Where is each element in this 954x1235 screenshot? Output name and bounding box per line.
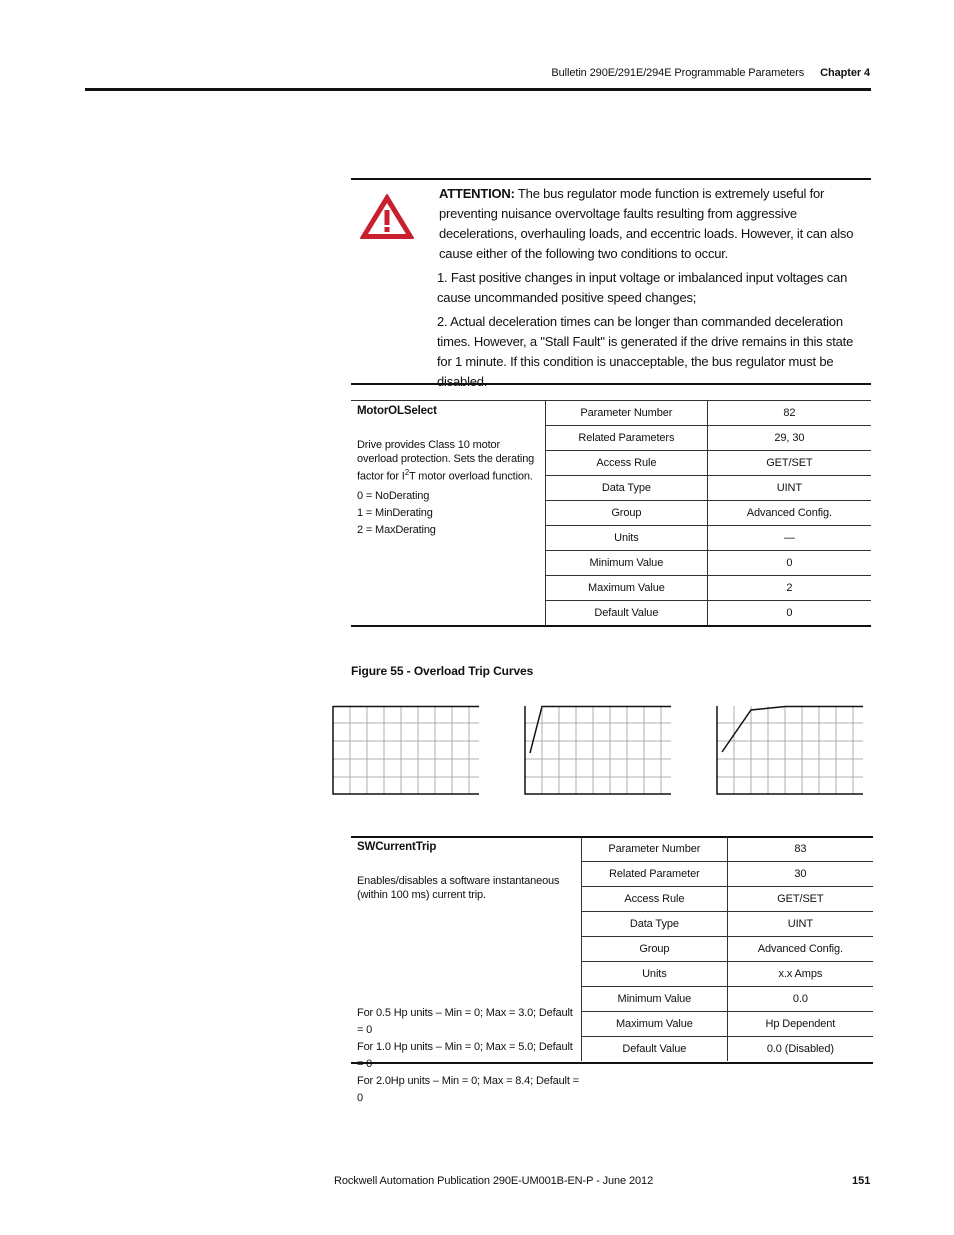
swcurrent-param-value: 83 bbox=[727, 837, 873, 862]
motorol-param-row bbox=[546, 576, 872, 601]
swcurrent-param-value: x.x Amps bbox=[727, 962, 873, 987]
swcurrent-param-row bbox=[582, 837, 874, 862]
swcurrent-param-key: Group bbox=[582, 937, 728, 962]
swcurrent-param-key: Minimum Value bbox=[582, 987, 728, 1012]
attention-label: ATTENTION: bbox=[439, 186, 515, 201]
swcurrent-description bbox=[357, 840, 579, 902]
trip-curve-no-derating bbox=[332, 705, 480, 796]
motorol-param-value: 29, 30 bbox=[707, 426, 871, 451]
motorol-param-value: UINT bbox=[707, 476, 871, 501]
swcurrent-param-key: Maximum Value bbox=[582, 1012, 728, 1037]
motorol-param-key: Access Rule bbox=[546, 451, 708, 476]
motorol-param-key: Maximum Value bbox=[546, 576, 708, 601]
figure-title: Figure 55 - Overload Trip Curves bbox=[351, 664, 534, 678]
motorol-param-row bbox=[546, 426, 872, 451]
motorol-param-key: Parameter Number bbox=[546, 401, 708, 426]
motorol-param-key: Related Parameters bbox=[546, 426, 708, 451]
swcurrent-param-value: Advanced Config. bbox=[727, 937, 873, 962]
swcurrent-param-key: Data Type bbox=[582, 912, 728, 937]
swcurrent-param-row bbox=[582, 1012, 874, 1037]
motorol-param-table bbox=[545, 401, 871, 625]
swcurrent-param-value: 0.0 (Disabled) bbox=[766, 1043, 834, 1055]
motorol-options bbox=[357, 488, 542, 539]
swcurrent-param-value: Hp Dependent bbox=[727, 1012, 873, 1037]
motorol-description bbox=[357, 404, 542, 539]
swcurrent-name: SWCurrentTrip bbox=[357, 841, 437, 853]
motorol-param-row bbox=[546, 526, 872, 551]
motorol-param-key: Minimum Value bbox=[546, 551, 708, 576]
motorol-param-key: Units bbox=[546, 526, 708, 551]
swcurrent-param-key: Default Value bbox=[582, 1037, 728, 1062]
motorol-param-row bbox=[546, 451, 872, 476]
swcurrent-param-row bbox=[582, 862, 874, 887]
swcurrent-param-row bbox=[582, 912, 874, 937]
motorol-option-0: 0 = NoDerating bbox=[357, 489, 430, 502]
motorol-param-row bbox=[546, 601, 872, 626]
motorol-desc-b: T motor overload function. bbox=[409, 470, 533, 483]
footer-publication: Rockwell Automation Publication 290E-UM001B-EN-P - June 2012 bbox=[334, 1175, 654, 1187]
swcurrent-param-row bbox=[582, 937, 874, 962]
swcurrent-param-row bbox=[582, 1037, 874, 1062]
swcurrent-param-value: GET/SET bbox=[727, 887, 873, 912]
attention-item-2: 2. Actual deceleration times can be longer than commanded deceleration times. However, a "Stall Fault" is generated if the drive remains in this state for 1 minute. If this condition is unacceptable, the bus regulator must be disabled. bbox=[437, 314, 854, 389]
swcurrent-param-key: Units bbox=[582, 962, 728, 987]
curve-line bbox=[530, 707, 671, 754]
swcurrent-param-row bbox=[582, 962, 874, 987]
header-rule bbox=[85, 88, 871, 91]
attention-text bbox=[439, 184, 869, 264]
motorol-param-key: Default Value bbox=[546, 601, 708, 626]
motorol-desc-sup: 2 bbox=[404, 468, 410, 477]
motorol-param-row bbox=[546, 501, 872, 526]
swcurrent-param-value: UINT bbox=[727, 912, 873, 937]
header-title: Bulletin 290E/291E/294E Programmable Parameters bbox=[551, 67, 805, 79]
motorol-param-key: Data Type bbox=[546, 476, 708, 501]
motorol-param-value: 2 bbox=[707, 576, 871, 601]
motorol-desc-a: Drive provides Class 10 motor overload protection. Sets the derating factor for I bbox=[357, 439, 535, 483]
attention-body: The bus regulator mode function is extremely useful for preventing nuisance overvoltage faults resulting from aggressive decelerations, overhauling loads, and eccentric loads. However, it can also cause either of the following two conditions to occur. bbox=[439, 186, 854, 261]
swcurrent-notes bbox=[357, 1005, 581, 1107]
motorol-param-value: 0 bbox=[786, 607, 793, 619]
motorol-option-1: 1 = MinDerating bbox=[357, 506, 433, 519]
header-chapter: Chapter 4 bbox=[820, 67, 870, 79]
motorol-param-row bbox=[546, 476, 872, 501]
swcurrent-param-key: Access Rule bbox=[582, 887, 728, 912]
swcurrent-param-table bbox=[581, 837, 873, 1061]
warning-triangle-icon bbox=[359, 192, 415, 240]
motorol-name: MotorOLSelect bbox=[357, 405, 437, 417]
trip-curve-min-derating bbox=[524, 705, 672, 796]
swcurrent-param-row bbox=[582, 987, 874, 1012]
motorol-param-row bbox=[546, 551, 872, 576]
swcurrent-desc: Enables/disables a software instantaneous (within 100 ms) current trip. bbox=[357, 875, 560, 901]
motorol-param-value: 82 bbox=[707, 401, 871, 426]
motorol-param-value: — bbox=[707, 526, 871, 551]
swcurrent-param-row bbox=[582, 887, 874, 912]
swcurrent-note-3: For 2.0Hp units – Min = 0; Max = 8.4; Default = 0 bbox=[357, 1075, 579, 1104]
swcurrent-note-2: For 1.0 Hp units – Min = 0; Max = 5.0; Default = 0 bbox=[357, 1041, 573, 1070]
motorol-param-value: Advanced Config. bbox=[707, 501, 871, 526]
swcurrent-param-value: 30 bbox=[727, 862, 873, 887]
motorol-param-value: 0 bbox=[707, 551, 871, 576]
trip-curve-max-derating bbox=[716, 705, 864, 796]
motorol-param-key: Group bbox=[546, 501, 708, 526]
page-number: 151 bbox=[852, 1175, 871, 1187]
swcurrent-param-key: Parameter Number bbox=[582, 837, 728, 862]
motorol-desc bbox=[357, 438, 542, 484]
curve-line bbox=[722, 707, 863, 753]
attention-item-1: 1. Fast positive changes in input voltage or imbalanced input voltages can cause uncommanded positive speed changes; bbox=[437, 270, 848, 305]
swcurrent-note-1: For 0.5 Hp units – Min = 0; Max = 3.0; Default = 0 bbox=[357, 1007, 573, 1036]
motorol-option-2: 2 = MaxDerating bbox=[357, 523, 436, 536]
motorol-param-value: GET/SET bbox=[707, 451, 871, 476]
running-header bbox=[551, 67, 870, 79]
swcurrent-param-key: Related Parameter bbox=[582, 862, 728, 887]
motorol-param-row bbox=[546, 401, 872, 426]
swcurrent-param-value: 0.0 bbox=[727, 987, 873, 1012]
